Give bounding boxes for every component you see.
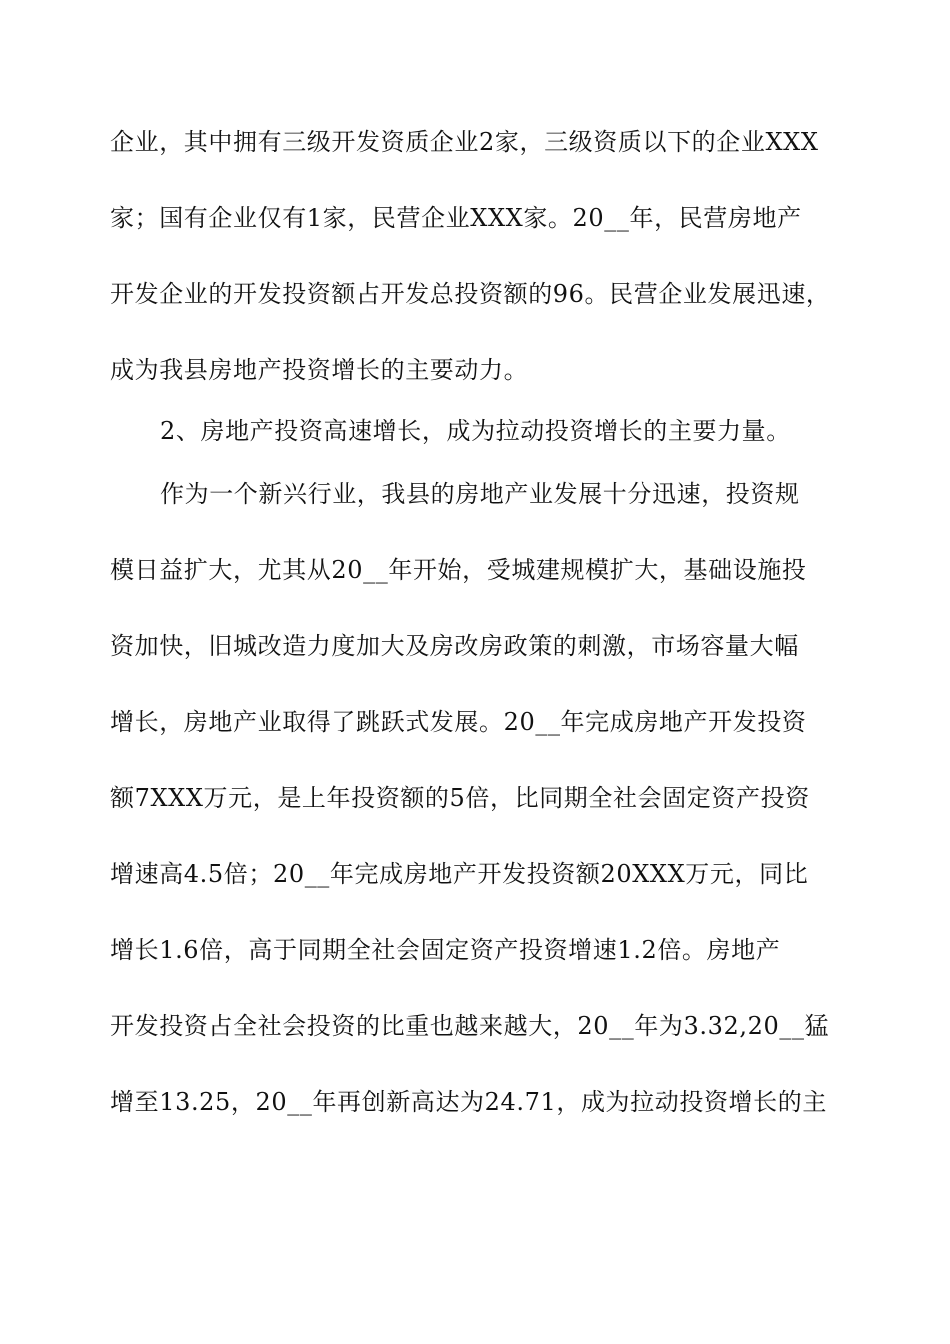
paragraph-line: 作为一个新兴行业，我县的房地产业发展十分迅速，投资规 (160, 480, 800, 508)
paragraph-line: 企业，其中拥有三级开发资质企业2家，三级资质以下的企业XXX (110, 128, 819, 156)
paragraph-line: 增速高4.5倍；20__年完成房地产开发投资额20XXX万元，同比 (110, 860, 809, 888)
paragraph-line: 额7XXX万元，是上年投资额的5倍，比同期全社会固定资产投资 (110, 784, 810, 812)
paragraph-line: 成为我县房地产投资增长的主要动力。 (110, 356, 529, 384)
paragraph-line: 增长，房地产业取得了跳跃式发展。20__年完成房地产开发投资 (110, 708, 807, 736)
paragraph-line: 增至13.25，20__年再创新高达为24.71，成为拉动投资增长的主 (110, 1088, 827, 1116)
section-heading: 2、房地产投资高速增长，成为拉动投资增长的主要力量。 (160, 417, 791, 445)
paragraph-line: 资加快，旧城改造力度加大及房改房政策的刺激，市场容量大幅 (110, 632, 799, 660)
paragraph-line: 开发投资占全社会投资的比重也越来越大，20__年为3.32,20__猛 (110, 1012, 830, 1040)
paragraph-line: 开发企业的开发投资额占开发总投资额的96。民营企业发展迅速， (110, 280, 831, 308)
paragraph-line: 增长1.6倍，高于同期全社会固定资产投资增速1.2倍。房地产 (110, 936, 781, 964)
paragraph-line: 家；国有企业仅有1家，民营企业XXX家。20__年，民营房地产 (110, 204, 802, 232)
paragraph-line: 模日益扩大，尤其从20__年开始，受城建规模扩大，基础设施投 (110, 556, 807, 584)
